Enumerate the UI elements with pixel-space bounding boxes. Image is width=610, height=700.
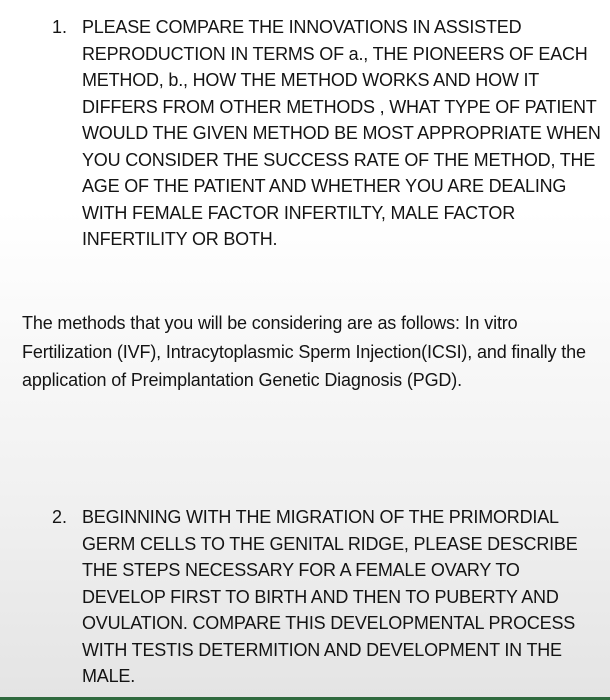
question-1-number: 1. — [52, 17, 68, 37]
question-2-text: BEGINNING WITH THE MIGRATION OF THE PRIMORDIAL GERM CELLS TO THE GENITAL RIDGE, PLEASE DESCRIBE THE STEPS NECESSARY FOR A FEMALE OVARY TO DEVELOP FIRST TO BIRTH AND THEN TO PUBERTY AND OVULATION. COMPARE THIS DEVELOPMENTAL PROCESS WITH TESTIS DETERMITION AND DEVELOPMENT IN THE MALE. — [82, 507, 578, 686]
question-2 — [52, 504, 602, 694]
question-2-number: 2. — [52, 507, 68, 527]
methods-paragraph: The methods that you will be considering are as follows: In vitro Fertilization (IVF), Intracytoplasmic Sperm Injection(ICSI), and finally the application of Preimplantation Genetic Diagnosis (PGD). — [22, 313, 586, 390]
question-1-text: PLEASE COMPARE THE INNOVATIONS IN ASSISTED REPRODUCTION IN TERMS OF a., THE PIONEERS OF EACH METHOD, b., HOW THE METHOD WORKS AND HOW IT DIFFERS FROM OTHER METHODS , WHAT TYPE OF PATIENT WOULD THE GIVEN METHOD BE MOST APPROPRIATE WHEN YOU CONSIDER THE SUCCESS RATE OF THE METHOD, THE AGE OF THE PATIENT AND WHETHER YOU ARE DEALING WITH FEMALE FACTOR INFERTILTY, MALE FACTOR INFERTILITY OR BOTH. — [82, 17, 601, 249]
question-1 — [52, 14, 602, 284]
